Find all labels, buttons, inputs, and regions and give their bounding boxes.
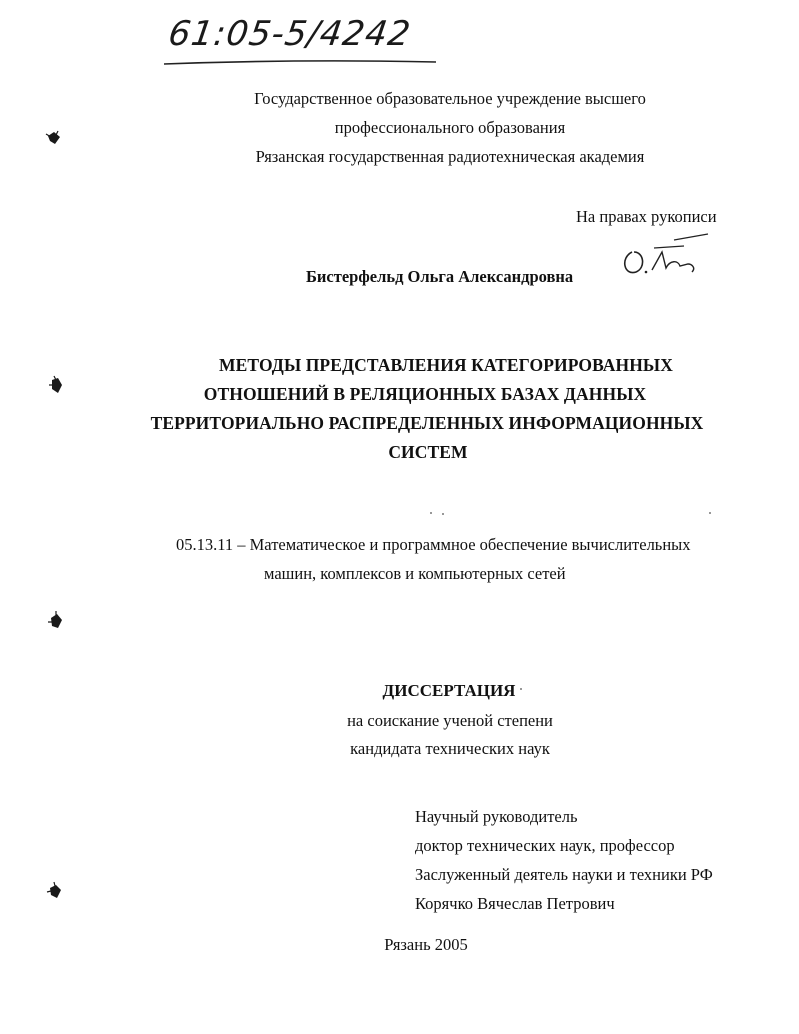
supervisor-honor: Заслуженный деятель науки и техники РФ	[415, 865, 713, 884]
scan-speck	[709, 512, 711, 514]
archive-number-underline	[160, 58, 440, 68]
supervisor-name: Корячко Вячеслав Петрович	[415, 894, 615, 913]
scan-speck	[430, 512, 432, 514]
manuscript-rights: На правах рукописи	[576, 207, 717, 226]
dissertation-line-1: на соискание ученой степени	[347, 711, 553, 730]
author-signature	[618, 230, 710, 284]
scan-speck	[520, 688, 522, 690]
supervisor-degree: доктор технических наук, профессор	[415, 836, 675, 855]
institution-line-2: профессионального образования	[334, 118, 566, 137]
dissertation-line-2: кандидата технических наук	[350, 739, 550, 758]
institution-line-3: Рязанская государственная радиотехническая академия	[255, 147, 645, 166]
author-name: Бистерфельд Ольга Александровна	[306, 267, 574, 286]
binding-hole-mark	[44, 128, 64, 148]
title-line-4: СИСТЕМ	[388, 442, 468, 462]
dissertation-label: ДИССЕРТАЦИЯ	[382, 681, 516, 700]
binding-hole-mark	[46, 374, 66, 398]
specialty-line-1: 05.13.11 – Математическое и программное обеспечение вычислительных	[176, 535, 691, 554]
specialty-line-2: машин, комплексов и компьютерных сетей	[264, 564, 566, 583]
archive-number: 61:05-5/4242	[166, 14, 414, 54]
title-line-2: ОТНОШЕНИЙ В РЕЛЯЦИОННЫХ БАЗАХ ДАННЫХ	[203, 384, 647, 404]
scan-speck	[442, 513, 444, 515]
title-line-1: МЕТОДЫ ПРЕДСТАВЛЕНИЯ КАТЕГОРИРОВАННЫХ	[219, 355, 673, 375]
supervisor-role: Научный руководитель	[415, 807, 578, 826]
title-line-3: ТЕРРИТОРИАЛЬНО РАСПРЕДЕЛЕННЫХ ИНФОРМАЦИОННЫХ	[150, 413, 704, 433]
binding-hole-mark	[45, 610, 67, 634]
city-year: Рязань 2005	[384, 935, 468, 954]
institution-line-1: Государственное образовательное учреждение высшего	[254, 89, 646, 108]
binding-hole-mark	[45, 881, 65, 903]
